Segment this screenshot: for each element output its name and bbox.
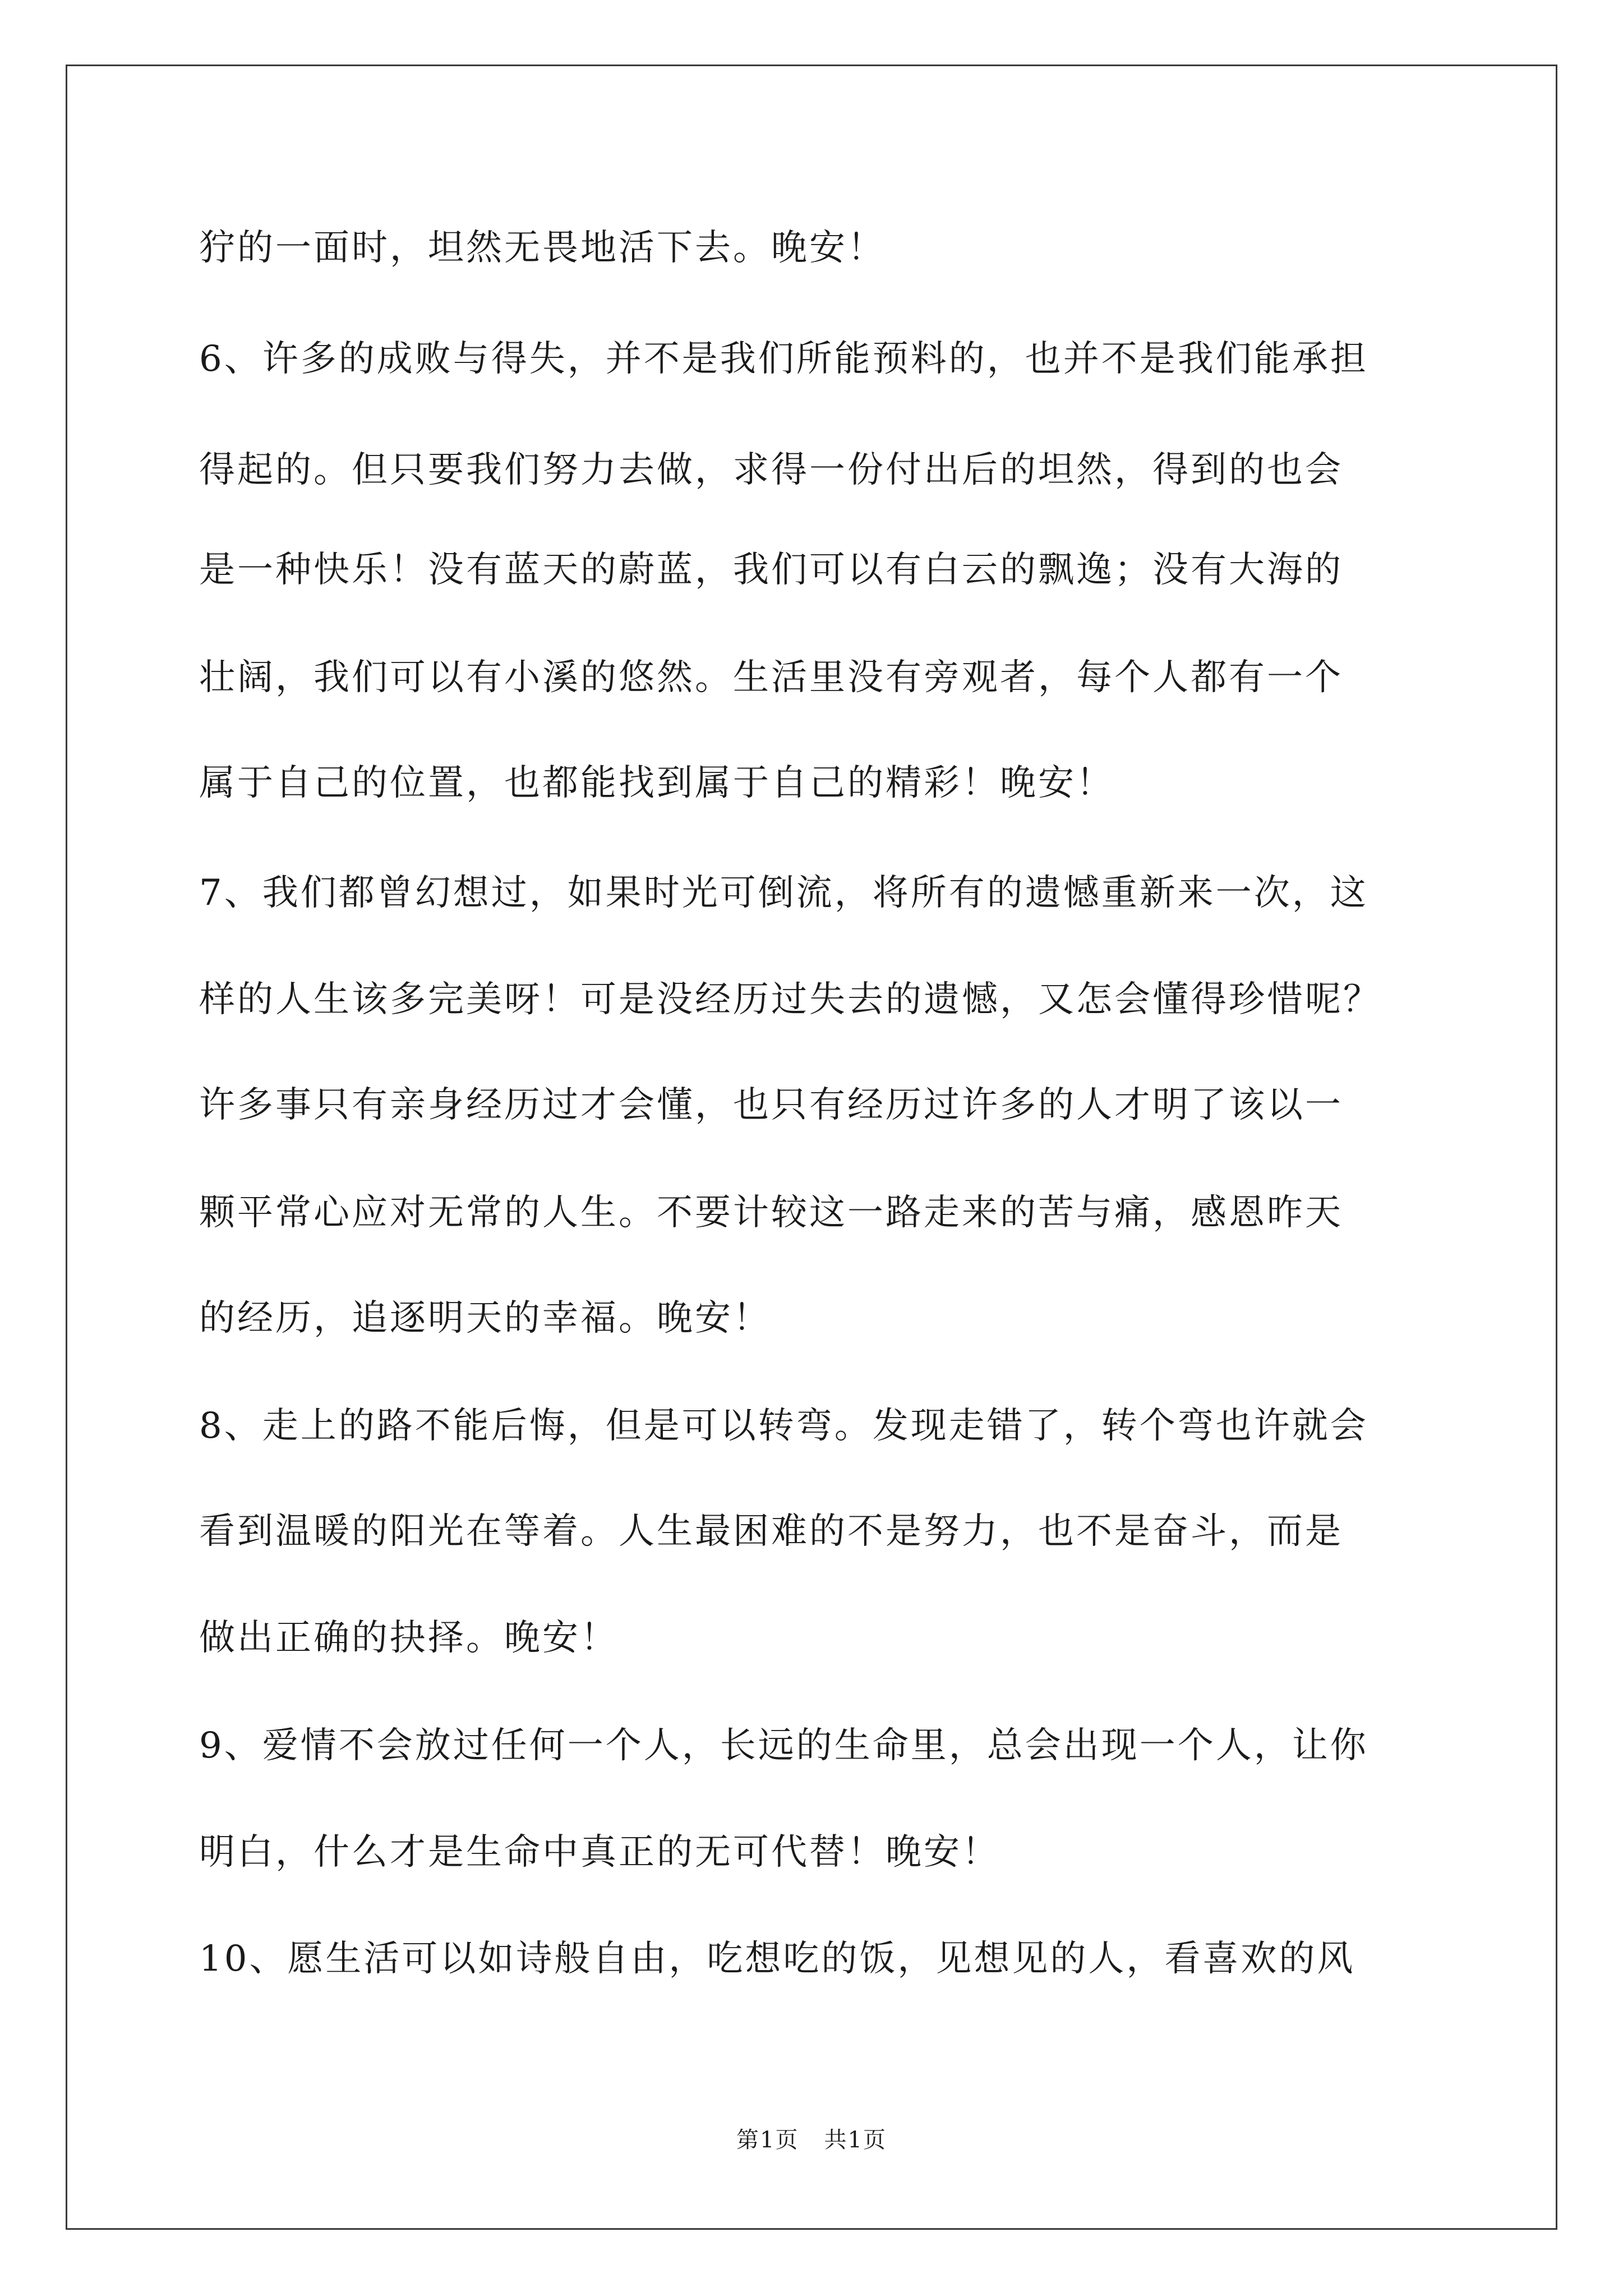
text-line: 的经历，追逐明天的幸福。晚安！ (199, 1297, 771, 1339)
text-line: 明白，什么才是生命中真正的无可代替！晚安！ (199, 1832, 1000, 1873)
text-line: 是一种快乐！没有蓝天的蔚蓝，我们可以有白云的飘逸；没有大海的 (199, 549, 1343, 591)
text-line: 7、我们都曾幻想过，如果时光可倒流，将所有的遗憾重新来一次，这 (199, 872, 1368, 914)
text-line: 样的人生该多完美呀！可是没经历过失去的遗憾，又怎会懂得珍惜呢？ (199, 979, 1381, 1020)
text-line: 9、爱情不会放过任何一个人，长远的生命里，总会出现一个人，让你 (199, 1725, 1368, 1766)
text-line: 属于自己的位置，也都能找到属于自己的精彩！晚安！ (199, 762, 1114, 804)
text-line: 做出正确的抉择。晚安！ (199, 1617, 619, 1659)
page-number-total: 共1页 (824, 2127, 887, 2153)
page-border (66, 65, 1557, 2230)
text-line: 壮阔，我们可以有小溪的悠然。生活里没有旁观者，每个人都有一个 (199, 657, 1343, 698)
page-footer (0, 2126, 1623, 2154)
text-line: 10、愿生活可以如诗般自由，吃想吃的饭，见想见的人，看喜欢的风 (199, 1938, 1355, 1980)
text-line: 6、许多的成败与得失，并不是我们所能预料的，也并不是我们能承担 (199, 338, 1368, 380)
text-line: 8、走上的路不能后悔，但是可以转弯。发现走错了，转个弯也许就会 (199, 1405, 1368, 1447)
text-line: 得起的。但只要我们努力去做，求得一份付出后的坦然，得到的也会 (199, 449, 1343, 491)
text-line: 许多事只有亲身经历过才会懂，也只有经历过许多的人才明了该以一 (199, 1084, 1343, 1126)
text-line: 看到温暖的阳光在等着。人生最困难的不是努力，也不是奋斗，而是 (199, 1511, 1343, 1552)
text-line: 颗平常心应对无常的人生。不要计较这一路走来的苦与痛，感恩昨天 (199, 1192, 1343, 1234)
page-number-current: 第1页 (736, 2127, 799, 2153)
text-line: 狞的一面时，坦然无畏地活下去。晚安！ (199, 227, 886, 269)
